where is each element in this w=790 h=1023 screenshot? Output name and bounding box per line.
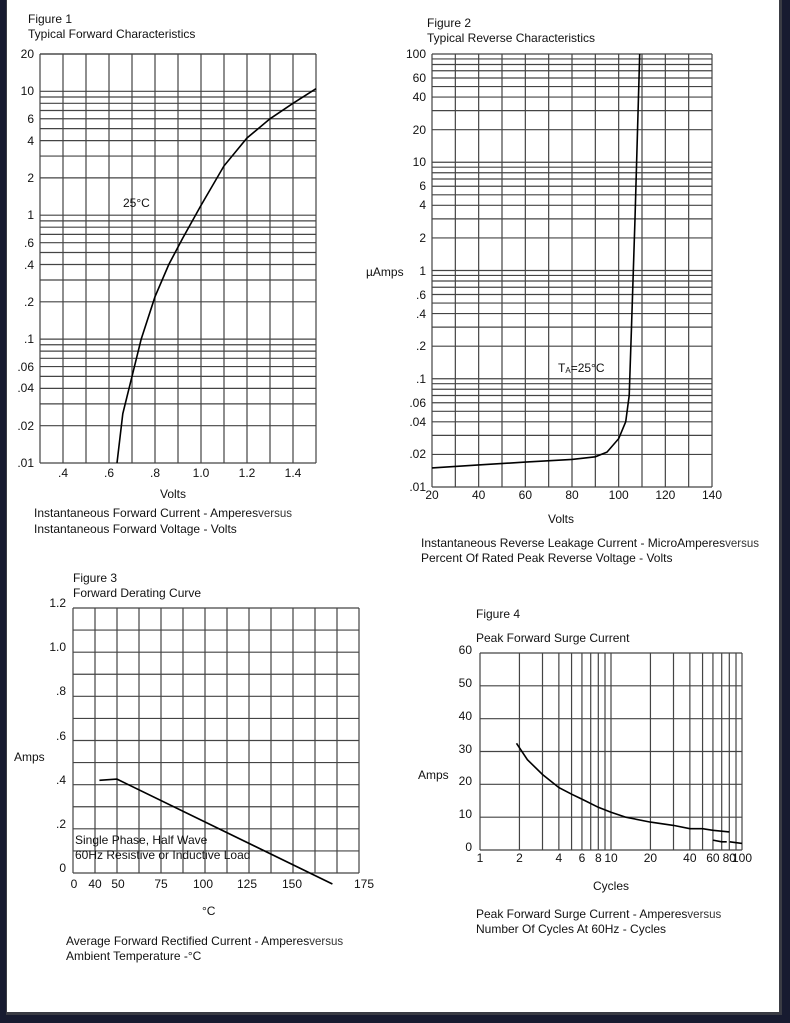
- x-tick-label: 75: [154, 877, 168, 891]
- figure-2-xlabel: Volts: [548, 512, 575, 526]
- figure-1-caption-versus: versus: [258, 508, 292, 520]
- y-tick-label: 60: [458, 643, 472, 657]
- figure-4-caption-versus: versus: [687, 909, 722, 921]
- y-tick-label: 4: [419, 198, 426, 213]
- figure-1-caption-line2: Instantaneous Forward Voltage - Volts: [34, 522, 237, 536]
- y-tick-label: .02: [409, 447, 426, 462]
- y-tick-label: 4: [27, 133, 34, 148]
- figure-2-caption-line1: Instantaneous Reverse Leakage Current - MicroAmperes: [421, 536, 726, 550]
- y-tick-label: .04: [409, 414, 426, 429]
- y-tick-label: .4: [23, 257, 34, 272]
- y-tick-label: 40: [412, 90, 426, 105]
- y-tick-label: .1: [415, 371, 426, 386]
- figure-4-caption-line2: Number Of Cycles At 60Hz - Cycles: [476, 922, 667, 936]
- y-tick-label: .1: [23, 332, 34, 347]
- y-tick-label: 20: [412, 122, 426, 137]
- y-tick-label: 30: [458, 741, 472, 756]
- x-tick-label: 6: [578, 851, 586, 865]
- y-tick-label: .2: [415, 339, 426, 354]
- y-tick-label: 100: [405, 47, 426, 61]
- y-tick-label: 10: [458, 807, 472, 822]
- x-tick-label: 20: [425, 488, 439, 502]
- figure-2-title: Typical Reverse Characteristics: [427, 31, 596, 45]
- y-tick-label: .02: [17, 418, 34, 433]
- figure-3-annotation-line1: Single Phase, Half Wave: [75, 833, 208, 847]
- x-tick-label: 4: [555, 851, 563, 865]
- figure-4-ylabel: Amps: [418, 768, 449, 782]
- x-tick-label: 1.4: [284, 466, 302, 480]
- figure-3-caption-versus: versus: [309, 936, 344, 948]
- y-tick-label: .4: [55, 772, 66, 787]
- figure-3-label: Figure 3: [73, 571, 118, 585]
- y-tick-label: .2: [55, 816, 66, 831]
- figure-4-plot: [7, 0, 779, 1012]
- y-tick-label: 2: [27, 170, 34, 185]
- x-tick-label: 20: [643, 851, 658, 865]
- figure-4-title: Peak Forward Surge Current: [476, 631, 630, 645]
- x-tick-label: .6: [103, 466, 115, 480]
- x-tick-label: 80: [722, 851, 736, 865]
- figure-1-label: Figure 1: [28, 12, 73, 26]
- x-tick-label: 150: [281, 877, 303, 891]
- y-tick-label: 40: [458, 708, 472, 723]
- x-tick-label: 1.0: [192, 466, 210, 480]
- datasheet-page: [7, 0, 779, 1012]
- x-tick-label: 125: [236, 877, 258, 891]
- figure-3-title: Forward Derating Curve: [73, 586, 202, 600]
- y-tick-label: .2: [23, 294, 34, 309]
- x-tick-label: .8: [149, 466, 161, 480]
- figure-2-caption-line2: Percent Of Rated Peak Reverse Voltage - Volts: [421, 551, 673, 565]
- x-tick-label: 140: [701, 488, 723, 502]
- y-tick-label: 6: [419, 179, 426, 194]
- x-tick-label: 60: [706, 851, 720, 865]
- y-tick-label: 6: [27, 111, 34, 126]
- y-tick-label: .01: [17, 456, 34, 470]
- x-tick-label: 100: [192, 877, 214, 891]
- y-tick-label: 2: [419, 230, 426, 245]
- y-tick-label: 50: [458, 675, 472, 690]
- x-tick-label: 50: [111, 877, 125, 891]
- y-tick-label: 1.2: [49, 596, 66, 610]
- figure-4-caption-line1: Peak Forward Surge Current - Amperes: [476, 907, 688, 921]
- x-tick-label: 40: [471, 488, 486, 502]
- y-tick-label: 0: [59, 861, 66, 875]
- annotation-sub: A: [565, 366, 571, 375]
- y-tick-label: 60: [412, 71, 426, 85]
- x-tick-label: .4: [57, 466, 69, 480]
- figure-4-xlabel: Cycles: [593, 879, 630, 893]
- figure-1-annotation: 25°C: [123, 196, 150, 210]
- y-tick-label: 20: [458, 774, 472, 789]
- y-tick-label: 1: [419, 263, 426, 278]
- x-tick-label: 175: [353, 877, 375, 891]
- y-tick-label: 1: [27, 208, 34, 223]
- y-tick-label: .6: [23, 235, 34, 250]
- figure-3-annotation-line2: 60Hz Resistive or Inductive Load: [75, 848, 251, 862]
- annotation-rest: =25°C: [570, 361, 605, 375]
- x-tick-label: 1.2: [238, 466, 256, 480]
- series-line-surge-tail: [713, 840, 742, 843]
- x-tick-label: 100: [731, 851, 753, 865]
- series-line-surge: [517, 743, 730, 832]
- x-tick-label: 10: [604, 851, 618, 865]
- y-tick-label: 1.0: [49, 640, 66, 655]
- y-tick-label: .6: [55, 728, 66, 743]
- y-tick-label: .4: [415, 306, 426, 321]
- y-tick-label: .8: [55, 684, 66, 699]
- y-tick-label: 0: [465, 840, 472, 854]
- x-tick-label: 60: [518, 488, 533, 502]
- figure-4-label: Figure 4: [476, 607, 521, 621]
- figure-3-xlabel: °C: [202, 904, 216, 918]
- x-tick-label: 80: [565, 488, 579, 502]
- figure-1-title: Typical Forward Characteristics: [28, 27, 196, 41]
- figure-1-caption-line1: Instantaneous Forward Current - Amperes: [34, 506, 259, 520]
- x-tick-label: 2: [516, 851, 523, 865]
- y-tick-label: .01: [409, 480, 426, 494]
- x-tick-label: 1: [476, 851, 484, 865]
- y-tick-label: 10: [412, 155, 426, 170]
- y-tick-label: .6: [415, 287, 426, 302]
- x-tick-label: 100: [608, 488, 629, 502]
- annotation-t: T: [558, 361, 566, 375]
- figure-2-label: Figure 2: [427, 16, 472, 30]
- figure-3-caption-line1: Average Forward Rectified Current - Amperes: [66, 934, 310, 948]
- x-tick-label: 120: [655, 488, 676, 502]
- y-tick-label: .04: [17, 381, 34, 396]
- x-tick-label: 40: [683, 851, 697, 865]
- x-tick-label: 8: [594, 851, 602, 865]
- y-tick-label: 20: [20, 47, 34, 61]
- y-tick-label: .06: [409, 395, 426, 410]
- figure-2-caption-versus: versus: [725, 538, 760, 550]
- x-tick-label: 0: [70, 877, 78, 891]
- figure-3-caption-line2: Ambient Temperature -°C: [66, 949, 202, 963]
- figure-1-xlabel: Volts: [160, 487, 187, 501]
- y-tick-label: .06: [17, 359, 34, 374]
- figure-4-caption: [476, 907, 721, 922]
- figure-2-ylabel: µAmps: [366, 265, 404, 279]
- figure-3-ylabel: Amps: [14, 750, 45, 764]
- x-tick-label: 40: [88, 877, 102, 891]
- y-tick-label: 10: [20, 84, 34, 99]
